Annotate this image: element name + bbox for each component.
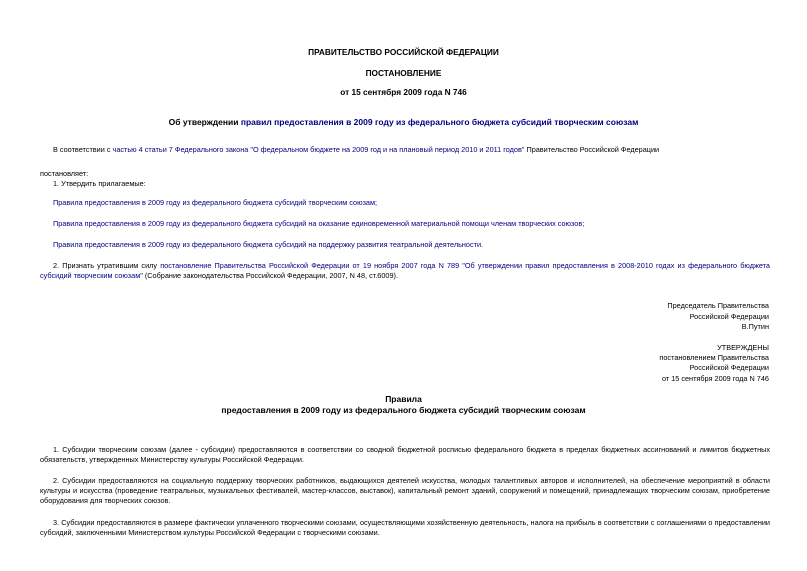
signature-line-2: Российской Федерации [689,312,769,321]
document-title [0,117,807,127]
rules-link-1[interactable]: Правила предоставления в 2009 году из федерального бюджета субсидий творческим союзам; [53,198,378,207]
signature-name: В.Путин [741,322,769,331]
preamble [53,145,783,155]
approved-line-1: УТВЕРЖДЕНЫ [717,343,769,352]
rules-link-2[interactable]: Правила предоставления в 2009 году из федерального бюджета субсидий на оказание единовременной материальной помощи членам творческих союзов; [53,219,585,228]
rules-paragraph-1: 1. Субсидии творческим союзам (далее - субсидии) предоставляются в соответствии со сводной бюджетной росписью федерального бюджета в пределах бюджетных ассигнований и лимитов бюджетных обязательств, утвержденных Министерству культуры Российской Федерации. [40,445,770,464]
rules-paragraph-2: 2. Субсидии предоставляются на социальную поддержку творческих работников, выдающихся деятелей искусства, молодых талантливых авторов и исполнителей, на обеспечение мероприятий в области культуры и искусства (проведение театральных, музыкальных фестивалей, мастер-классов, выставок), капитальный ремонт зданий, сооружений и помещений, принадлежащих творческим союзам, приобретение оборудования для творческих союзов. [40,476,770,505]
signature-line-1: Председатель Правительства [667,301,769,310]
rules-title-1: Правила [385,394,422,404]
item-2-prefix: 2. Признать утратившим силу [53,261,161,270]
preamble-text2: Правительство Российской Федерации [524,145,660,154]
item-2-link[interactable]: постановление Правительства Российской Федерации от 19 ноября 2007 года N 789 "Об утверждении правил предоставления в 2008-2010 годах из федерального бюджета субсидий творческим союзам" [40,261,770,280]
doc-type-heading: ПОСТАНОВЛЕНИЕ [365,68,442,78]
preamble-text1: В соответствии с [53,145,113,154]
item-2 [40,261,770,281]
rules-paragraph-3: 3. Субсидии предоставляются в размере фактически уплаченного творческими союзами, осуществляющими хозяйственную деятельность, налога на прибыль в соответствии с соглашениями о предоставлении субсидий, заключенными Министерством культуры Российской Федерации с творческими союзами. [40,518,770,537]
preamble-law-link[interactable]: частью 4 статьи 7 Федерального закона "О федеральном бюджете на 2009 год и на плановый период 2010 и 2011 годов" [112,145,525,154]
item-1: 1. Утвердить прилагаемые: [53,179,146,188]
approved-line-3: Российской Федерации [689,363,769,372]
title-prefix: Об утверждении [168,117,241,127]
date-number-heading: от 15 сентября 2009 года N 746 [340,87,467,97]
rules-link-3[interactable]: Правила предоставления в 2009 году из федерального бюджета субсидий на поддержку развития театральной деятельности. [53,240,484,249]
rules-title-2: предоставления в 2009 году из федерального бюджета субсидий творческим союзам [221,405,586,415]
org-heading: ПРАВИТЕЛЬСТВО РОССИЙСКОЙ ФЕДЕРАЦИИ [308,47,499,57]
decides-text: постановляет: [40,169,89,178]
item-2-suffix: (Собрание законодательства Российской Федерации, 2007, N 48, ст.6009). [142,271,398,280]
title-link[interactable]: правил предоставления в 2009 году из федерального бюджета субсидий творческим союзам [240,117,639,127]
approved-line-2: постановлением Правительства [659,353,769,362]
approved-line-4: от 15 сентября 2009 года N 746 [661,374,769,383]
